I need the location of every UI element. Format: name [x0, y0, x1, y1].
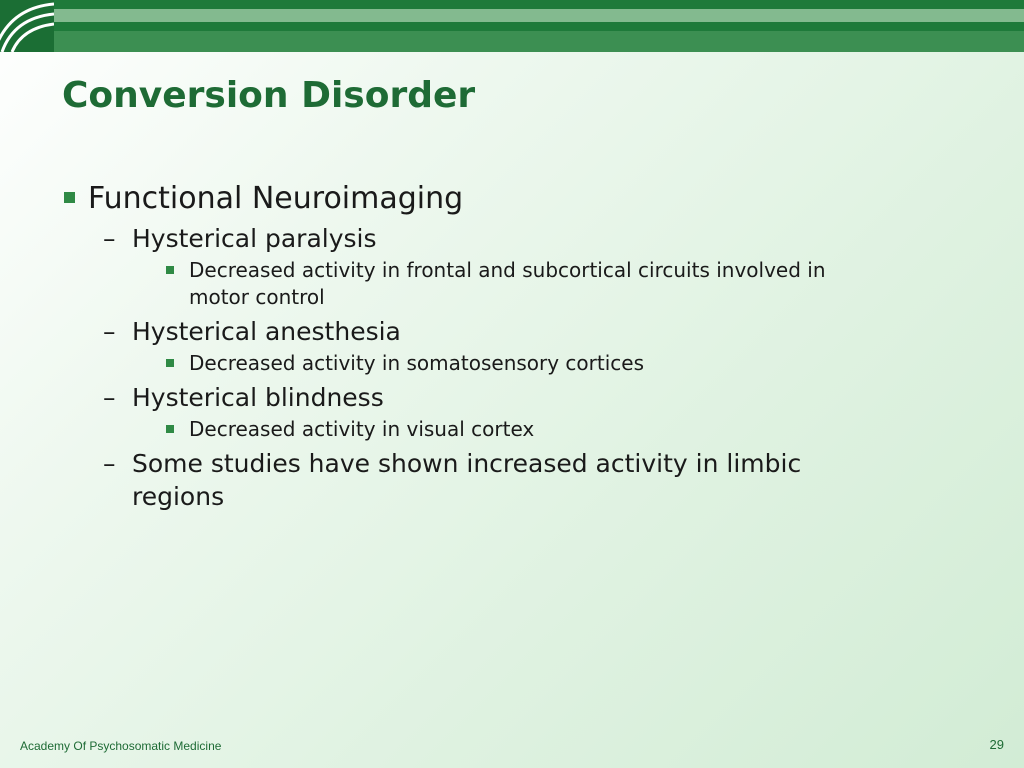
sub-bullet: [62, 447, 892, 513]
sub-bullet-text: Hysterical blindness: [132, 383, 384, 412]
top-header-bar: [0, 0, 1024, 52]
sub-bullet: [62, 315, 962, 348]
sub-bullet: [62, 222, 962, 255]
detail-bullet: [62, 257, 889, 311]
dash-bullet-icon: –: [103, 449, 116, 478]
small-square-bullet-icon: [166, 425, 174, 433]
sub-bullet-text: Hysterical paralysis: [132, 224, 377, 253]
detail-text: Decreased activity in frontal and subcortical circuits involved in motor control: [189, 258, 826, 309]
dash-bullet-icon: –: [103, 224, 116, 253]
small-square-bullet-icon: [166, 359, 174, 367]
dash-bullet-icon: –: [103, 317, 116, 346]
detail-bullet: [62, 416, 889, 443]
arc-logo-icon: [0, 0, 54, 52]
header-stripe-light: [54, 9, 1024, 22]
header-stripe-dark: [54, 0, 1024, 9]
sub-bullet-text: Hysterical anesthesia: [132, 317, 401, 346]
slide-title: Conversion Disorder: [62, 75, 476, 116]
header-stripe-dark: [54, 22, 1024, 31]
detail-text: Decreased activity in visual cortex: [189, 417, 535, 441]
detail-bullet: [62, 350, 889, 377]
dash-bullet-icon: –: [103, 383, 116, 412]
header-stripe-medium: [54, 31, 1024, 52]
bullet-level-1: [62, 180, 962, 218]
footer-organization: Academy Of Psychosomatic Medicine: [20, 739, 222, 753]
bullet-text: Functional Neuroimaging: [88, 181, 464, 216]
detail-text: Decreased activity in somatosensory cortices: [189, 351, 645, 375]
square-bullet-icon: [64, 192, 75, 203]
sub-bullet-text: Some studies have shown increased activity in limbic regions: [132, 449, 802, 511]
sub-bullet: [62, 381, 962, 414]
small-square-bullet-icon: [166, 266, 174, 274]
page-number: 29: [989, 737, 1004, 752]
slide-content: [62, 180, 962, 513]
